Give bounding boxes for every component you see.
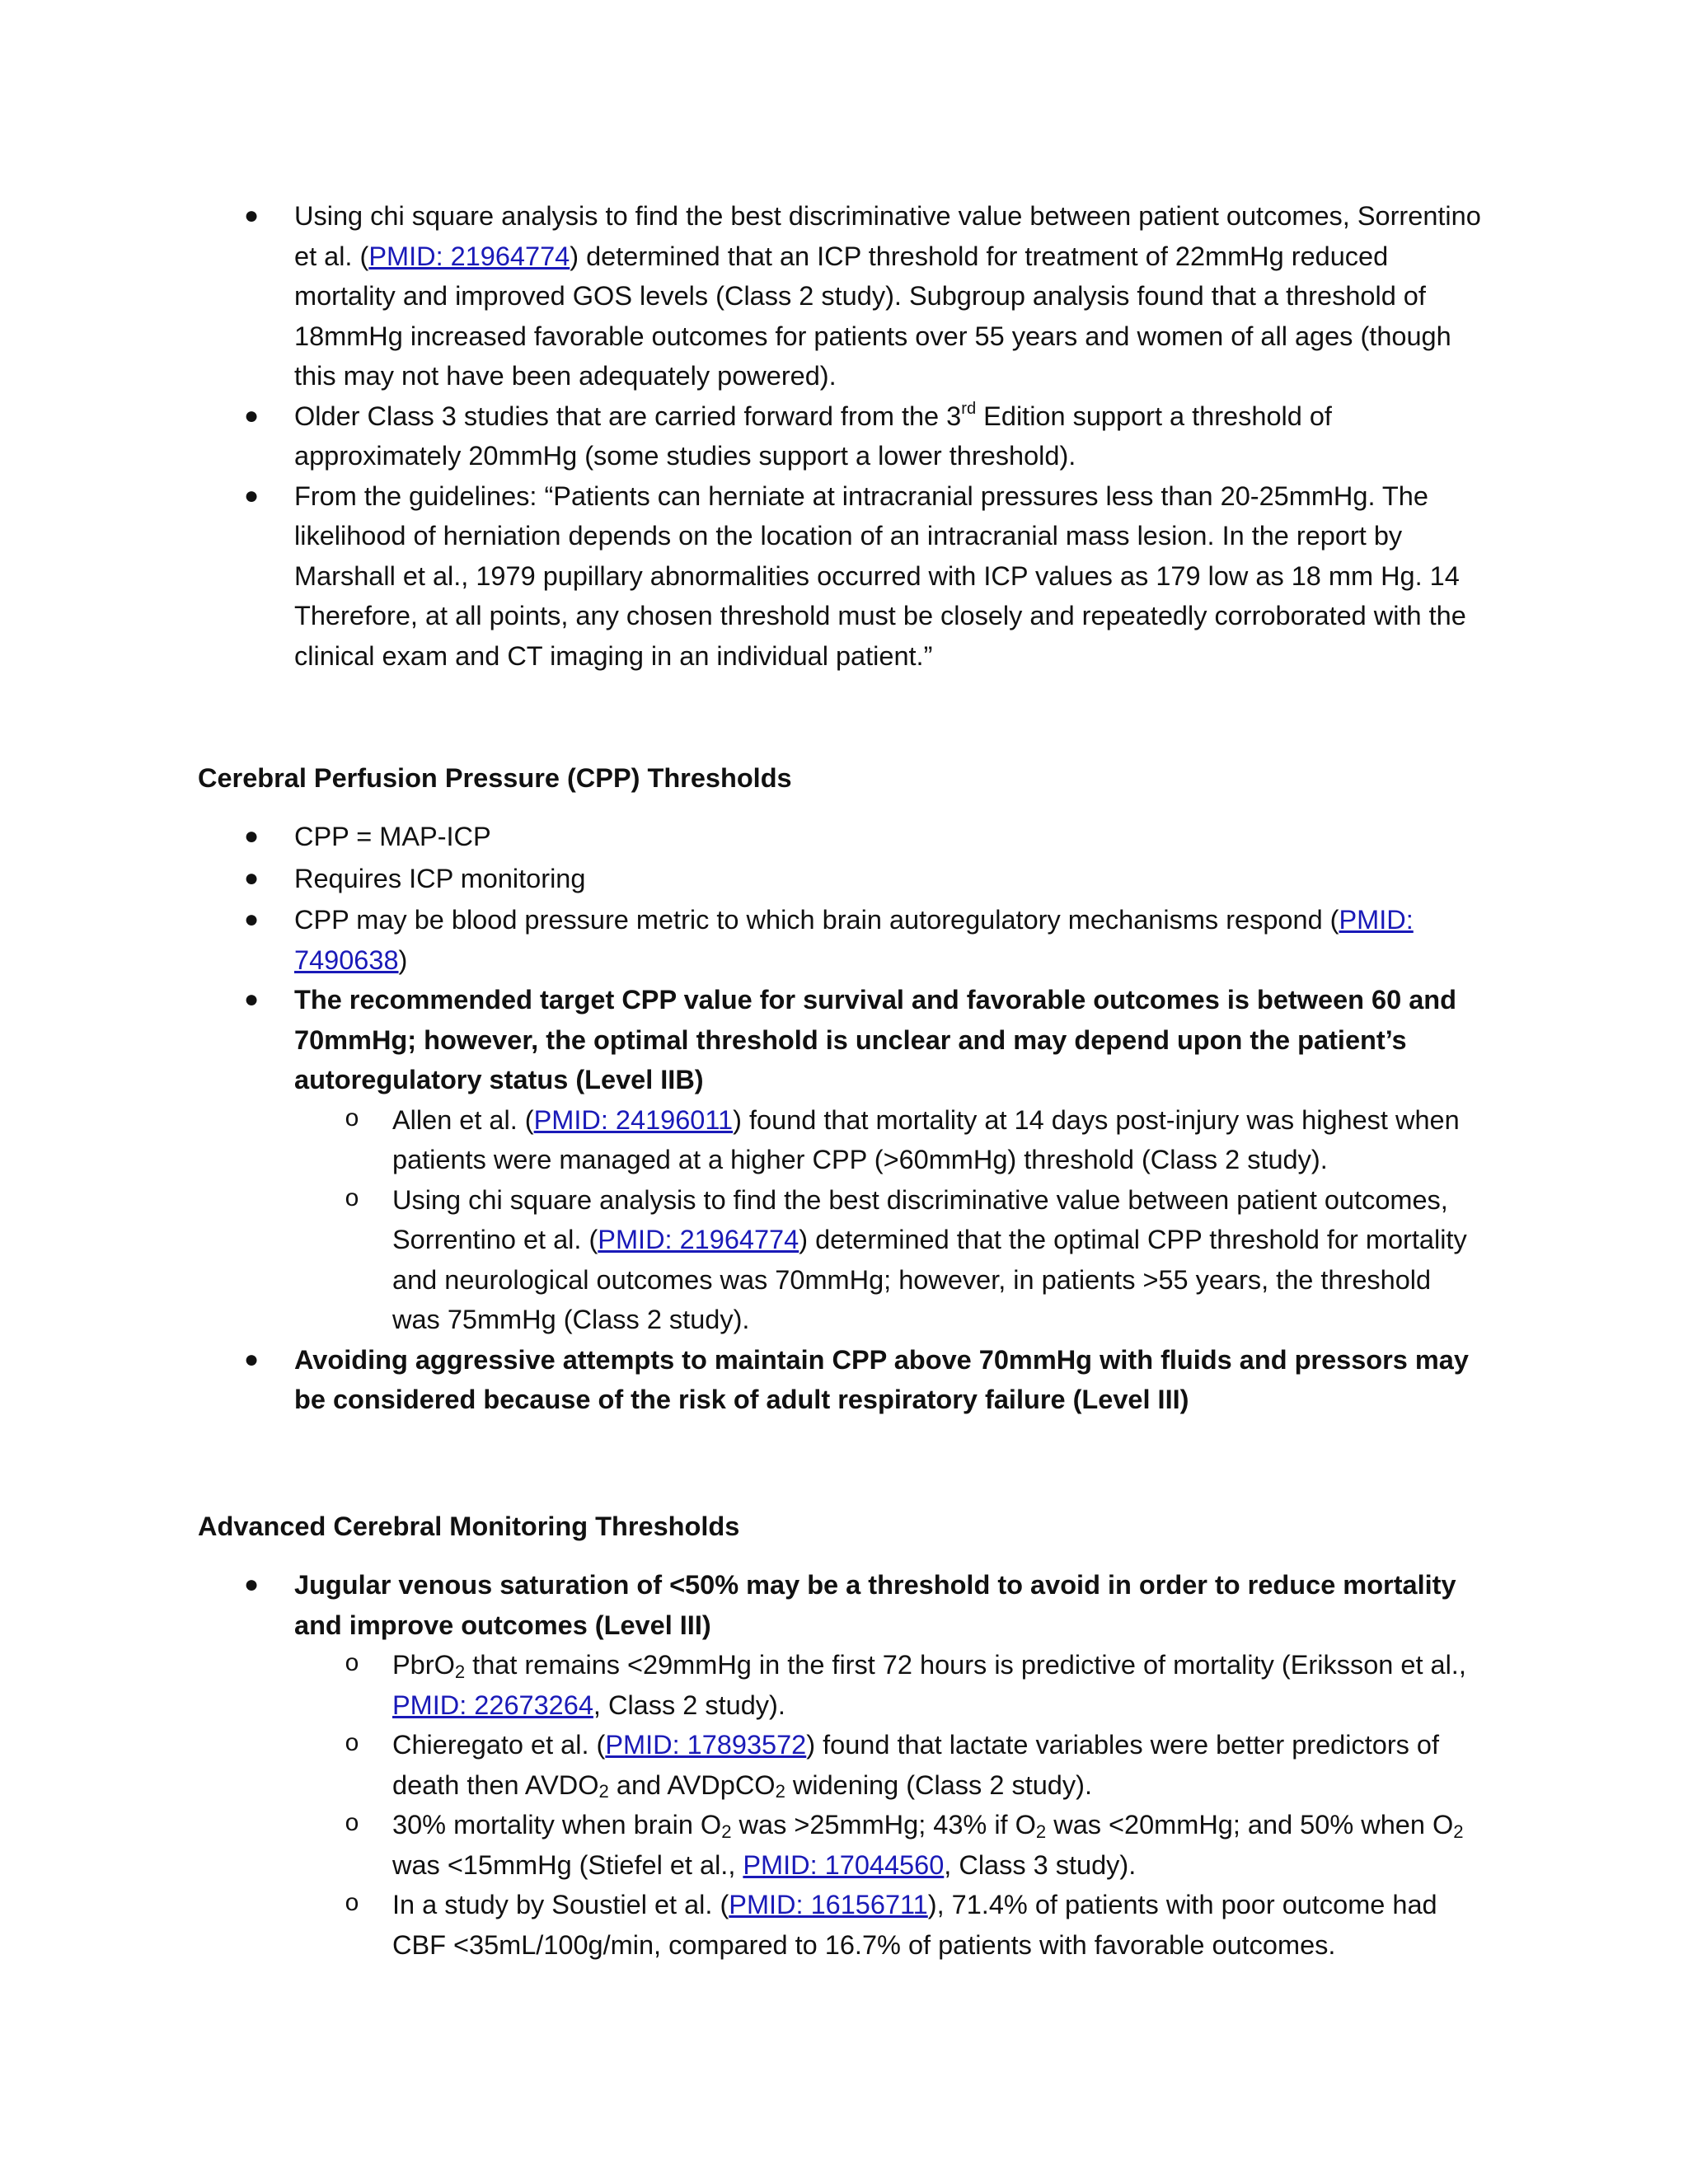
recommendation-text: The recommended target CPP value for survival and favorable outcomes is between 60 and 70mmHg; however, the optimal threshold is unclear and may depend upon the patient’s autoregulatory status (Level IIB)	[294, 985, 1456, 1094]
circle-bullet-icon: o	[345, 1185, 360, 1214]
pmid-link[interactable]: PMID: 7490638	[294, 905, 1414, 975]
list-item	[0, 476, 1688, 677]
subscript: 2	[1035, 1821, 1047, 1842]
sub-list-item	[0, 1805, 1688, 1885]
bullet-icon: ●	[244, 906, 260, 933]
item-text: was <20mmHg; and 50% when O	[1046, 1810, 1454, 1840]
pmid-link[interactable]: PMID: 22673264	[392, 1690, 593, 1720]
item-text: From the guidelines: “Patients can herniate at intracranial pressures less than 20-25mmHg. The likelihood of herniation depends on the location of an intracranial mass lesion. In the report by Marshall et al., 1979 pupillary abnormalities occurred with ICP values as 179 low as 18 mm Hg. 14 Therefore, at all points, any chosen threshold must be closely and repeatedly corroborated with the clinical exam and CT imaging in an individual patient.”	[294, 480, 1466, 671]
item-text: Using chi square analysis to find the best discriminative value between patient outcomes, Sorrentino et al. (	[392, 1184, 1448, 1254]
list-item	[0, 1340, 1688, 1420]
item-text: Chieregato et al. (	[392, 1730, 606, 1760]
list-item	[0, 859, 1688, 899]
bullet-icon: ●	[244, 1345, 260, 1373]
subscript: 2	[1453, 1821, 1464, 1842]
circle-bullet-icon: o	[345, 1651, 360, 1679]
pmid-link[interactable]: PMID: 17893572	[605, 1730, 807, 1760]
item-text: ) determined that the optimal CPP threshold for mortality and neurological outcomes was 70mmHg; however, in patients >55 years, the threshold was 75mmHg (Class 2 study).	[392, 1225, 1467, 1334]
sub-list-item	[0, 1645, 1688, 1725]
subscript: 2	[775, 1781, 785, 1802]
recommendation-text: Avoiding aggressive attempts to maintain CPP above 70mmHg with fluids and pressors may be considered because of the risk of adult respiratory failure (Level III)	[294, 1344, 1469, 1414]
circle-bullet-icon: o	[345, 1891, 360, 1919]
list-item	[0, 980, 1688, 1100]
bullet-icon: ●	[244, 401, 260, 429]
section-heading-cpp: Cerebral Perfusion Pressure (CPP) Thresholds	[198, 763, 792, 793]
subscript: 2	[721, 1821, 732, 1842]
list-item	[0, 817, 1688, 857]
item-text: ) found that mortality at 14 days post-injury was highest when patients were managed at a higher CPP (>60mmHg) threshold (Class 2 study).	[392, 1104, 1460, 1174]
item-text: and AVDpCO	[608, 1769, 776, 1800]
sub-list-item	[0, 1100, 1688, 1180]
item-text: )	[398, 944, 408, 975]
sub-list-item	[0, 1180, 1688, 1340]
item-text: CPP = MAP-ICP	[294, 822, 491, 851]
item-text: was <15mmHg (Stiefel et al.,	[392, 1849, 743, 1880]
advanced-monitoring-list	[0, 1565, 1688, 1965]
pmid-link[interactable]: PMID: 17044560	[743, 1849, 945, 1880]
list-item	[0, 1565, 1688, 1645]
item-text: , Class 2 study).	[593, 1690, 785, 1720]
bullet-icon: ●	[244, 202, 260, 229]
list-item	[0, 196, 1688, 396]
circle-bullet-icon: o	[345, 1811, 360, 1839]
circle-bullet-icon: o	[345, 1105, 360, 1134]
item-text: , Class 3 study).	[944, 1849, 1137, 1880]
subscript: 2	[598, 1781, 609, 1802]
item-text: 30% mortality when brain O	[392, 1810, 722, 1840]
recommendation-text: Jugular venous saturation of <50% may be a threshold to avoid in order to reduce mortality and improve outcomes (Level III)	[294, 1570, 1456, 1640]
section-heading-advanced-monitoring: Advanced Cerebral Monitoring Thresholds	[198, 1511, 740, 1541]
bullet-icon: ●	[244, 481, 260, 509]
item-text: was >25mmHg; 43% if O	[731, 1810, 1036, 1840]
item-text: ), 71.4% of patients with poor outcome had CBF <35mL/100g/min, compared to 16.7% of patients with favorable outcomes.	[392, 1890, 1437, 1960]
cpp-threshold-list	[0, 817, 1688, 1420]
superscript: rd	[961, 399, 977, 418]
item-text: ) determined that an ICP threshold for treatment of 22mmHg reduced mortality and improved GOS levels (Class 2 study). Subgroup analysis found that a threshold of 18mmHg increased favorable outcomes for patients over 55 years and women of all ages (though this may not have been adequately powered).	[294, 241, 1451, 391]
item-text: Older Class 3 studies that are carried forward from the 3	[294, 401, 962, 431]
subscript: 2	[454, 1661, 466, 1682]
item-text: that remains <29mmHg in the first 72 hours is predictive of mortality (Eriksson et al.,	[465, 1650, 1466, 1680]
bullet-icon: ●	[244, 823, 260, 850]
item-text: widening (Class 2 study).	[785, 1769, 1092, 1800]
item-text: Allen et al. (	[392, 1104, 534, 1135]
list-item	[0, 900, 1688, 980]
item-text: In a study by Soustiel et al. (	[392, 1890, 729, 1919]
item-text: PbrO	[392, 1650, 455, 1680]
sub-list-item	[0, 1725, 1688, 1805]
item-text: Requires ICP monitoring	[294, 863, 586, 893]
item-text: CPP may be blood pressure metric to which brain autoregulatory mechanisms respond (	[294, 905, 1339, 935]
item-text: Edition support a threshold of approximately 20mmHg (some studies support a lower threshold).	[294, 401, 1332, 471]
circle-bullet-icon: o	[345, 1731, 360, 1759]
list-item	[0, 396, 1688, 476]
bullet-icon: ●	[244, 1571, 260, 1598]
icp-threshold-list	[0, 196, 1688, 676]
bullet-icon: ●	[244, 864, 260, 892]
bullet-icon: ●	[244, 986, 260, 1013]
item-text: Using chi square analysis to find the best discriminative value between patient outcomes, Sorrentino et al. (	[294, 201, 1481, 271]
item-text: ) found that lactate variables were better predictors of death then AVDO	[392, 1730, 1440, 1800]
sub-list-item	[0, 1885, 1688, 1965]
pmid-link[interactable]: PMID: 21964774	[598, 1225, 799, 1254]
pmid-link[interactable]: PMID: 21964774	[368, 241, 570, 271]
pmid-link[interactable]: PMID: 16156711	[729, 1890, 928, 1919]
pmid-link[interactable]: PMID: 24196011	[533, 1104, 734, 1135]
